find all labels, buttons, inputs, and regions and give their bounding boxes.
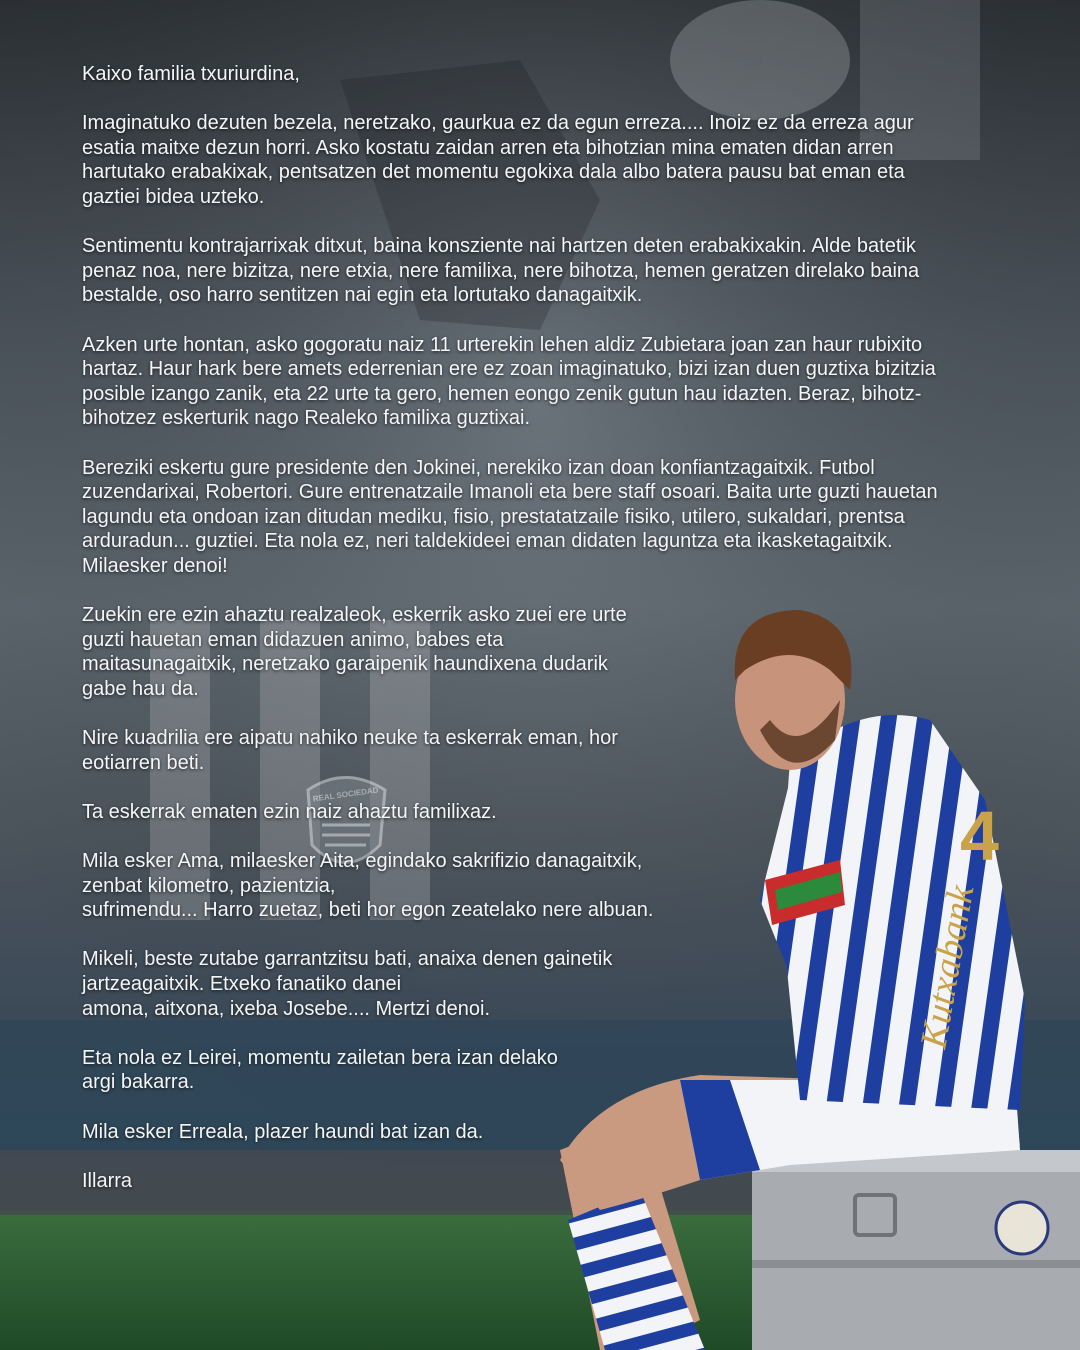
jersey-number: 4 — [960, 797, 999, 875]
letter-paragraph — [82, 333, 938, 431]
letter-line: posible izango zanik, eta 22 urte ta gero, hemen eongo zenik gutun hau idazten. Beraz, bihotz- — [82, 382, 922, 405]
letter-line: Ta eskerrak ematen ezin naiz ahaztu familixaz. — [82, 800, 497, 823]
letter-paragraph — [82, 800, 938, 825]
letter-paragraph — [82, 111, 938, 209]
letter-line: eotiarren beti. — [82, 751, 205, 774]
letter-line: guzti hauetan eman didazuen animo, babes eta — [82, 628, 504, 651]
letter-greeting — [82, 62, 938, 87]
letter-line: Azken urte hontan, asko gogoratu naiz 11 urterekin lehen aldiz Zubietara joan zan haur rubixito — [82, 333, 923, 356]
letter-paragraph — [82, 603, 938, 701]
letter-line: penaz noa, nere bizitza, nere etxia, nere familixa, nere bihotza, hemen geratzen direlako baina — [82, 259, 920, 282]
letter-line: Mila esker Ama, milaesker Aita, egindako sakrifizio danagaitxik, — [82, 850, 643, 872]
letter-paragraph — [82, 849, 938, 923]
letter-line: lagundu eta ondoan izan ditudan mediku, fisio, prestatatzaile fisiko, utilero, sukaldari, prentsa — [82, 505, 905, 528]
letter-line: gaztiei bidea uzteko. — [82, 185, 265, 208]
letter-line: Milaesker denoi! — [82, 554, 228, 577]
letter-paragraph — [82, 456, 938, 579]
letter-line: hartutako erabakixak, pentsatzen det momentu egokixa dala albo batera pausu bat eman eta — [82, 161, 905, 184]
letter-line: zuzendarixai, Robertori. Gure entrenatzaile Imanoli eta bere staff osoari. Baita urte guzti hauetan — [82, 481, 938, 504]
letter-line: Illarra — [82, 1169, 133, 1192]
letter-line: Bereziki eskertu gure presidente den Jokinei, nerekiko izan doan konfiantzagaitxik. Futbol — [82, 456, 875, 479]
letter-line: esatia maitxe dezun horri. Asko kostatu zaidan arren eta bihotzian mina ematen didan arren — [82, 136, 894, 159]
letter-line: bihotzez eskerturik nago Realeko familixa guztixai. — [82, 407, 530, 430]
farewell-letter — [82, 62, 938, 1218]
letter-line: argi bakarra. — [82, 1071, 195, 1094]
letter-line: bestalde, oso harro sentitzen nai egin eta lortutako danagaitxik. — [82, 284, 643, 307]
letter-line: amona, aitxona, ixeba Josebe.... Mertzi denoi. — [82, 997, 491, 1020]
letter-paragraph — [82, 1046, 938, 1095]
crest-text: REAL SOCIEDAD — [312, 785, 380, 804]
letter-paragraph — [82, 947, 938, 1021]
letter-line: Kaixo familia txuriurdina, — [82, 63, 300, 85]
letter-line: maitasunagaitxik, neretzako garaipenik haundixena dudarik — [82, 653, 608, 676]
letter-line: Mila esker Erreala, plazer haundi bat izan da. — [82, 1120, 484, 1143]
letter-line: Mikeli, beste zutabe garrantzitsu bati, anaixa denen gainetik — [82, 948, 613, 971]
letter-line: Zuekin ere ezin ahaztu realzaleok, eskerrik asko zuei ere urte — [82, 604, 627, 627]
sponsor-logo: Kutxabank — [912, 882, 983, 1052]
letter-line: sufrimendu... Harro zuetaz, beti hor egon zeatelako nere albuan. — [82, 899, 654, 922]
letter-line: arduradun... guztiei. Eta nola ez, neri taldekideei eman didaten laguntza eta ikasketagaitxik. — [82, 530, 893, 553]
letter-line: Sentimentu kontrajarrixak ditxut, baina konsziente nai hartzen deten erabakixakin. Alde batetik — [82, 235, 916, 258]
letter-line: Nire kuadrilia ere aipatu nahiko neuke ta eskerrak eman, hor — [82, 727, 618, 750]
letter-line: zenbat kilometro, pazientzia, — [82, 874, 336, 897]
real-sociedad-crest-sticker — [996, 1202, 1048, 1254]
letter-line: hartaz. Haur hark bere amets ederrenian ere ez zoan imaginatuko, bizi izan duen guztixa bizitzia — [82, 358, 936, 381]
letter-paragraph — [82, 726, 938, 775]
letter-paragraph — [82, 1120, 938, 1145]
letter-signature — [82, 1169, 938, 1194]
letter-line: gabe hau da. — [82, 677, 199, 700]
letter-paragraph — [82, 234, 938, 308]
letter-line: Imaginatuko dezuten bezela, neretzako, gaurkua ez da egun erreza.... Inoiz ez da erreza agur — [82, 112, 914, 135]
letter-line: jartzeagaitxik. Etxeko fanatiko danei — [82, 972, 402, 995]
letter-line: Eta nola ez Leirei, momentu zailetan bera izan delako — [82, 1046, 558, 1069]
